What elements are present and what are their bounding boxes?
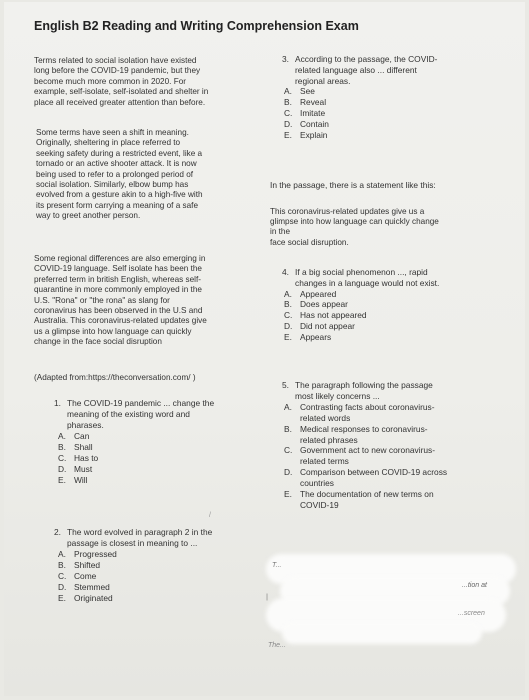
option-e[interactable]: [284, 332, 439, 343]
partial-text-fragment: ...tion at: [462, 582, 487, 589]
text-line: quarantine in more commonly employed in the: [34, 285, 202, 295]
option-text: Originated: [74, 593, 113, 603]
text-line: coronavirus has been observed in the U.S and: [34, 306, 203, 316]
option-letter: C.: [284, 107, 293, 118]
option-a[interactable]: [284, 289, 439, 300]
option-text-continued: related phrases: [300, 434, 358, 445]
question-stem-line: pharases.: [67, 420, 104, 430]
option-e[interactable]: [284, 130, 437, 141]
question-1: [54, 398, 214, 486]
text-line: become much more common in 2020. For: [34, 76, 186, 86]
option-letter: B.: [284, 97, 292, 108]
option-letter: A.: [284, 401, 292, 412]
option-text: Does appear: [300, 299, 348, 310]
text-line: tornado or an active shooter attack. It is now: [36, 159, 197, 169]
option-text-continued: countries: [300, 478, 334, 489]
text-line: COVID-19 language. Self isolate has been the: [34, 264, 202, 274]
question-stem-line: If a big social phenomenon ..., rapid: [295, 267, 428, 277]
option-c[interactable]: [284, 310, 439, 321]
option-c[interactable]: [58, 571, 212, 582]
option-letter: B.: [284, 299, 292, 310]
question-5: [282, 380, 447, 511]
question-stem-line: related language also ... different: [295, 64, 417, 75]
option-text-continued: related terms: [300, 456, 349, 467]
option-text: Appears: [300, 331, 332, 342]
option-letter: E.: [284, 331, 292, 342]
option-letter: E.: [58, 593, 66, 603]
option-letter: B.: [58, 442, 66, 452]
option-text: Has to: [74, 453, 99, 463]
option-text: See: [300, 86, 315, 97]
source-citation: (Adapted from:https://theconversation.com/ ): [34, 373, 196, 382]
text-line: example, self-isolate, self-isolated and shelter in: [34, 87, 209, 97]
option-letter: D.: [58, 464, 67, 474]
option-b[interactable]: [284, 97, 437, 108]
question-number: 3.: [282, 54, 289, 64]
option-text: Did not appear: [300, 320, 355, 331]
text-line: preferred term in british English, whereas self-: [34, 274, 202, 284]
question-stem-line: According to the passage, the COVID-: [295, 54, 438, 64]
text-line: Terms related to social isolation have existed: [34, 56, 197, 65]
option-letter: C.: [58, 453, 67, 463]
text-line: glimpse into how language can quickly change: [270, 217, 439, 227]
option-letter: B.: [58, 560, 66, 570]
text-line: Some terms have seen a shift in meaning.: [36, 128, 189, 137]
passage-paragraph-1: [34, 56, 208, 108]
option-letter: A.: [58, 431, 66, 441]
option-text: Progressed: [74, 549, 117, 559]
passage-paragraph-2: [36, 128, 203, 222]
text-line: its present form carrying a meaning of a safe: [36, 200, 199, 210]
option-letter: C.: [284, 310, 293, 321]
option-a[interactable]: [284, 402, 447, 424]
option-text: Will: [74, 475, 88, 485]
question-number: 4.: [282, 267, 289, 277]
passage-paragraph-3: [34, 254, 207, 348]
text-line: U.S. "Rona" or "the rona" as slang for: [34, 295, 170, 305]
option-e[interactable]: [284, 489, 447, 511]
option-b[interactable]: [58, 560, 212, 571]
question-stem-line: meaning of the existing word and: [67, 409, 190, 419]
option-text: Explain: [300, 129, 328, 140]
option-d[interactable]: [284, 467, 447, 489]
option-text: Comparison between COVID-19 across: [300, 467, 448, 478]
option-text-continued: related words: [300, 412, 351, 423]
text-line: way to greet another person.: [36, 211, 141, 221]
text-line: in the: [270, 227, 291, 237]
question-stem-line: most likely concerns ...: [295, 390, 380, 401]
question-stem-line: The paragraph following the passage: [295, 380, 433, 390]
option-letter: C.: [58, 571, 67, 581]
page-title: English B2 Reading and Writing Comprehension Exam: [34, 19, 359, 33]
partial-text-fragment: The...: [268, 642, 286, 649]
option-text: Stemmed: [74, 582, 110, 592]
question-stem-line: regional areas.: [295, 75, 351, 86]
option-text: Can: [74, 431, 90, 441]
option-d[interactable]: [58, 582, 212, 593]
option-text: Imitate: [300, 107, 326, 118]
partial-text-fragment: ...screen: [458, 610, 485, 617]
question-number: 2.: [54, 527, 61, 537]
option-text: Contrasting facts about coronavirus-: [300, 401, 435, 412]
option-text: Shifted: [74, 560, 101, 570]
option-letter: B.: [284, 423, 292, 434]
option-a[interactable]: [284, 86, 437, 97]
option-b[interactable]: [284, 424, 447, 446]
option-d[interactable]: [284, 119, 437, 130]
paper-mark: /: [209, 512, 211, 519]
redaction-patch: [282, 622, 482, 644]
text-line: seeking safety during a restricted event, like a: [36, 148, 203, 158]
option-text: Reveal: [300, 97, 327, 108]
question-stem-line: The word evolved in paragraph 2 in the: [67, 527, 213, 537]
partial-text-fragment: |: [266, 594, 268, 601]
option-a[interactable]: [58, 431, 214, 442]
option-letter: D.: [284, 118, 293, 129]
text-line: Australia. This coronavirus-related updates give: [34, 316, 207, 326]
option-letter: D.: [58, 582, 67, 592]
statement-quote: [270, 207, 439, 248]
option-letter: A.: [58, 549, 66, 559]
option-letter: E.: [58, 475, 66, 485]
option-text: Shall: [74, 442, 93, 452]
question-3: [282, 54, 437, 140]
redacted-region: [262, 546, 524, 658]
option-letter: D.: [284, 320, 293, 331]
text-line: Originally, sheltering in place referred to: [36, 138, 181, 148]
option-letter: D.: [284, 467, 293, 478]
option-d[interactable]: [58, 464, 214, 475]
option-b[interactable]: [58, 442, 214, 453]
option-text: Government act to new coronavirus-: [300, 445, 435, 456]
option-e[interactable]: [58, 593, 212, 604]
option-text: Must: [74, 464, 93, 474]
statement-intro: In the passage, there is a statement like this:: [270, 180, 436, 190]
option-d[interactable]: [284, 321, 439, 332]
option-letter: E.: [284, 129, 292, 140]
question-number: 1.: [54, 398, 61, 408]
text-line: long before the COVID-19 pandemic, but they: [34, 66, 201, 76]
option-b[interactable]: [284, 299, 439, 310]
question-stem-line: passage is closest in meaning to ...: [67, 538, 198, 548]
option-letter: A.: [284, 86, 292, 97]
option-letter: E.: [284, 489, 292, 500]
question-2: [54, 527, 212, 604]
option-c[interactable]: [284, 108, 437, 119]
option-text: Come: [74, 571, 97, 581]
option-c[interactable]: [284, 445, 447, 467]
question-number: 5.: [282, 380, 289, 390]
option-e[interactable]: [58, 475, 214, 486]
option-text: Contain: [300, 118, 329, 129]
option-letter: A.: [284, 288, 292, 299]
option-text-continued: COVID-19: [300, 499, 339, 510]
question-stem-line: The COVID-19 pandemic ... change the: [67, 398, 215, 408]
text-line: Some regional differences are also emerging in: [34, 254, 206, 263]
text-line: place all received greater attention than before.: [34, 97, 206, 107]
text-line: face social disruption.: [270, 237, 349, 247]
option-text: Appeared: [300, 288, 337, 299]
text-line: social isolation. Similarly, elbow bump has: [36, 180, 189, 190]
question-stem-line: changes in a language would not exist.: [295, 277, 440, 288]
text-line: us a glimpse into how language can quickly: [34, 326, 192, 336]
option-text: Medical responses to coronavirus-: [300, 423, 428, 434]
question-4: [282, 267, 439, 343]
option-text: Has not appeared: [300, 310, 367, 321]
option-text: The documentation of new terms on: [300, 489, 434, 500]
partial-text-fragment: T...: [272, 562, 282, 569]
option-c[interactable]: [58, 453, 214, 464]
text-line: evolved from a gesture akin to a high-five with: [36, 190, 203, 200]
text-line: This coronavirus-related updates give us a: [270, 207, 425, 216]
text-line: being used to refer to a prolonged period of: [36, 169, 194, 179]
option-a[interactable]: [58, 549, 212, 560]
text-line: change in the face social disruption: [34, 337, 162, 347]
option-letter: C.: [284, 445, 293, 456]
